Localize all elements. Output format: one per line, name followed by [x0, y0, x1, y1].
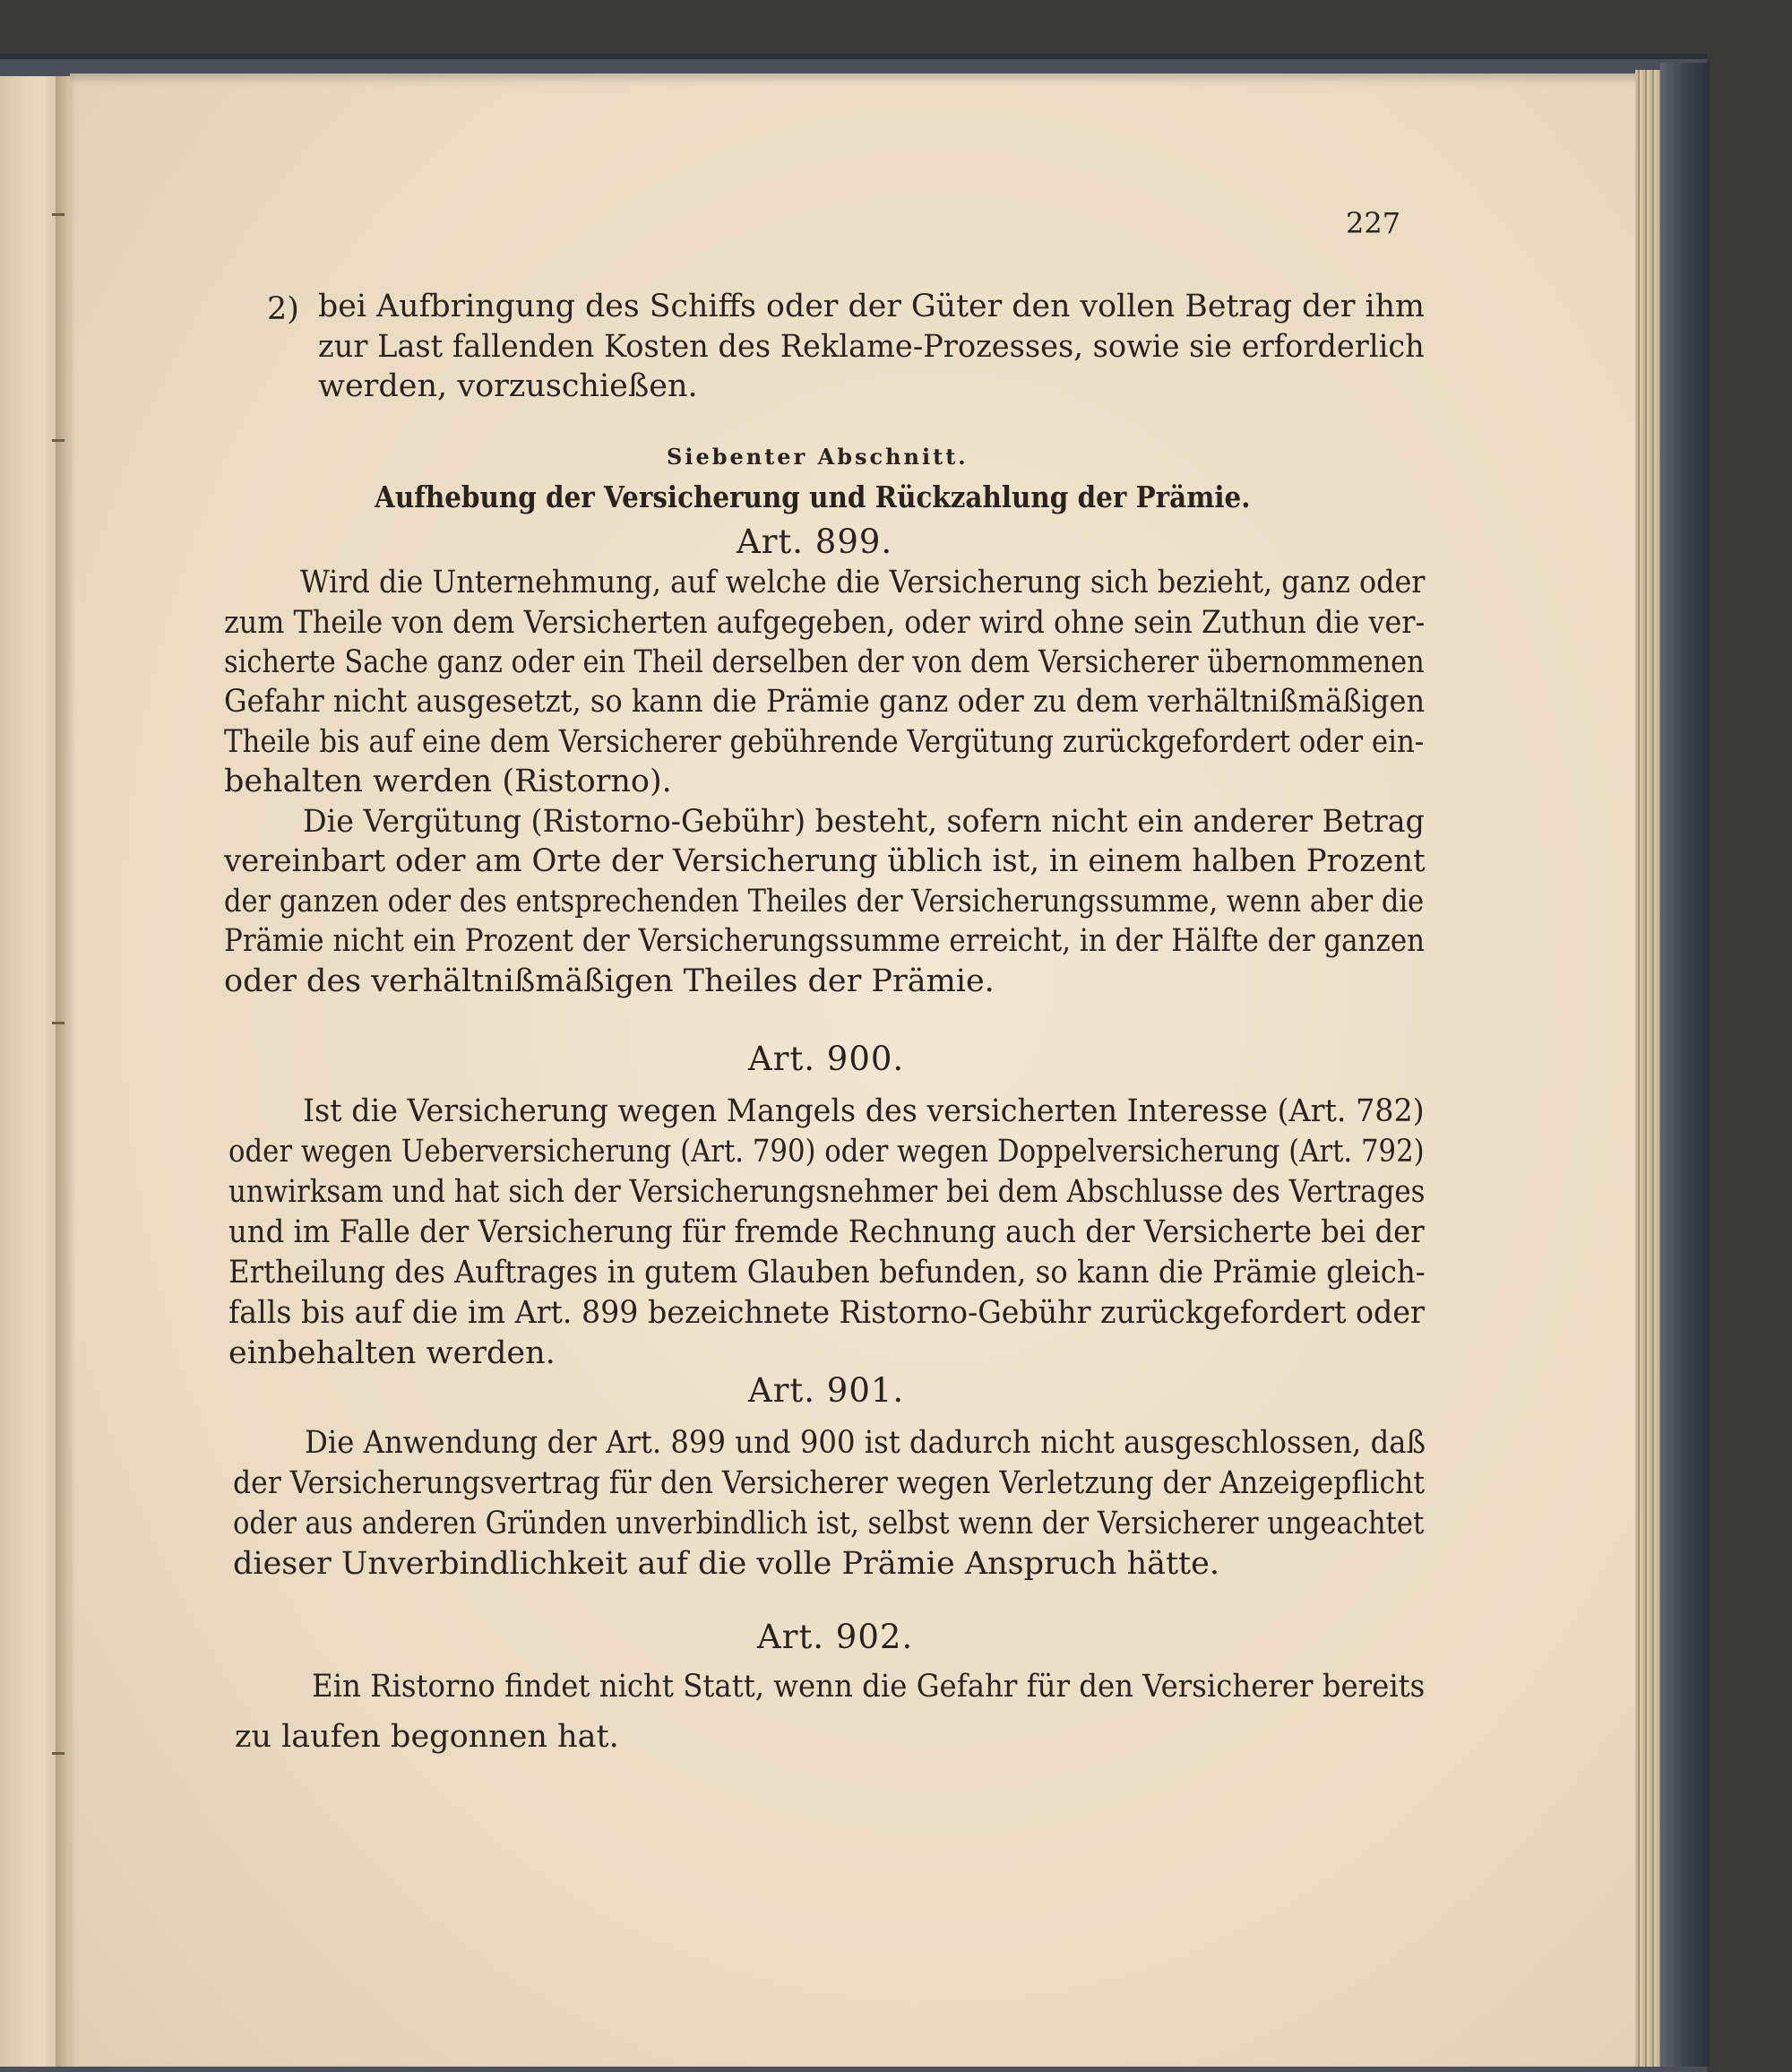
- text-line: Ein Ristorno findet nicht Statt, wenn die Gefahr für den Versicherer bereits: [312, 1669, 1426, 1705]
- text-line: Gefahr nicht ausgesetzt, so kann die Prämie ganz oder zu dem verhältnißmäßigen: [224, 684, 1426, 720]
- binding-stitch: [52, 1752, 65, 1755]
- section-title: Aufhebung der Versicherung und Rückzahlung der Prämie.: [375, 479, 1251, 514]
- text-line: sicherte Sache ganz oder ein Theil derselben der von dem Versicherer übernommenen: [224, 644, 1425, 680]
- list-marker: 2): [267, 291, 299, 327]
- text-line: zu laufen begonnen hat.: [235, 1719, 619, 1755]
- text-line: einbehalten werden.: [228, 1335, 556, 1371]
- text-line: falls bis auf die im Art. 899 bezeichnete Ristorno-Gebühr zurückgefordert oder: [228, 1295, 1425, 1331]
- text-line: zur Last fallenden Kosten des Reklame-Prozesses, sowie sie erforderlich: [318, 329, 1425, 365]
- text-line: Die Vergütung (Ristorno-Gebühr) besteht, sofern nicht ein anderer Betrag: [303, 804, 1425, 840]
- text-line: bei Aufbringung des Schiffs oder der Güter den vollen Betrag der ihm: [318, 289, 1425, 324]
- article-heading: Art. 900.: [748, 1040, 905, 1078]
- binding-stitch: [52, 1022, 65, 1024]
- text-line: Prämie nicht ein Prozent der Versicherungssumme erreicht, in der Hälfte der ganzen: [224, 923, 1426, 959]
- text-line: Die Anwendung der Art. 899 und 900 ist dadurch nicht ausgeschlossen, daß: [305, 1425, 1426, 1461]
- section-label: Siebenter Abschnitt.: [667, 444, 969, 470]
- binding-stitch: [52, 439, 65, 442]
- text-line: Theile bis auf eine dem Versicherer gebührende Vergütung zurückgefordert oder ein-: [224, 724, 1425, 760]
- text-line: oder wegen Ueberversicherung (Art. 790) oder wegen Doppelversicherung (Art. 792): [228, 1134, 1425, 1170]
- page-number: 227: [1346, 206, 1401, 240]
- text-line: Ertheilung des Auftrages in gutem Glauben befunden, so kann die Prämie gleich-: [228, 1255, 1426, 1291]
- text-line: der ganzen oder des entsprechenden Theiles der Versicherungssumme, wenn aber die: [224, 884, 1425, 919]
- text-line: der Versicherungsvertrag für den Versicherer wegen Verletzung der Anzeigepflicht: [233, 1465, 1426, 1501]
- text-line: behalten werden (Ristorno).: [224, 764, 672, 799]
- text-line: vereinbart oder am Orte der Versicherung üblich ist, in einem halben Prozent: [224, 843, 1426, 879]
- article-heading: Art. 901.: [748, 1371, 905, 1410]
- binding-stitch: [52, 213, 65, 216]
- text-line: oder des verhältnißmäßigen Theiles der Prämie.: [224, 963, 995, 999]
- text-line: Wird die Unternehmung, auf welche die Versicherung sich bezieht, ganz oder: [300, 565, 1426, 600]
- article-heading: Art. 899.: [737, 522, 893, 561]
- book-board-edge: [1660, 63, 1710, 2067]
- text-line: oder aus anderen Gründen unverbindlich ist, selbst wenn der Versicherer ungeachtet: [233, 1506, 1425, 1541]
- text-line: werden, vorzuschießen.: [318, 368, 698, 404]
- text-line: zum Theile von dem Versicherten aufgegeben, oder wird ohne sein Zuthun die ver-: [224, 605, 1426, 641]
- page-fore-edge: [1635, 70, 1660, 2067]
- text-line: und im Falle der Versicherung für fremde Rechnung auch der Versicherte bei der: [228, 1214, 1425, 1250]
- text-line: dieser Unverbindlichkeit auf die volle Prämie Anspruch hätte.: [233, 1546, 1219, 1582]
- text-line: Ist die Versicherung wegen Mangels des versicherten Interesse (Art. 782): [303, 1093, 1425, 1129]
- text-line: unwirksam und hat sich der Versicherungsnehmer bei dem Abschlusse des Vertrages: [228, 1174, 1426, 1210]
- article-heading: Art. 902.: [757, 1618, 914, 1656]
